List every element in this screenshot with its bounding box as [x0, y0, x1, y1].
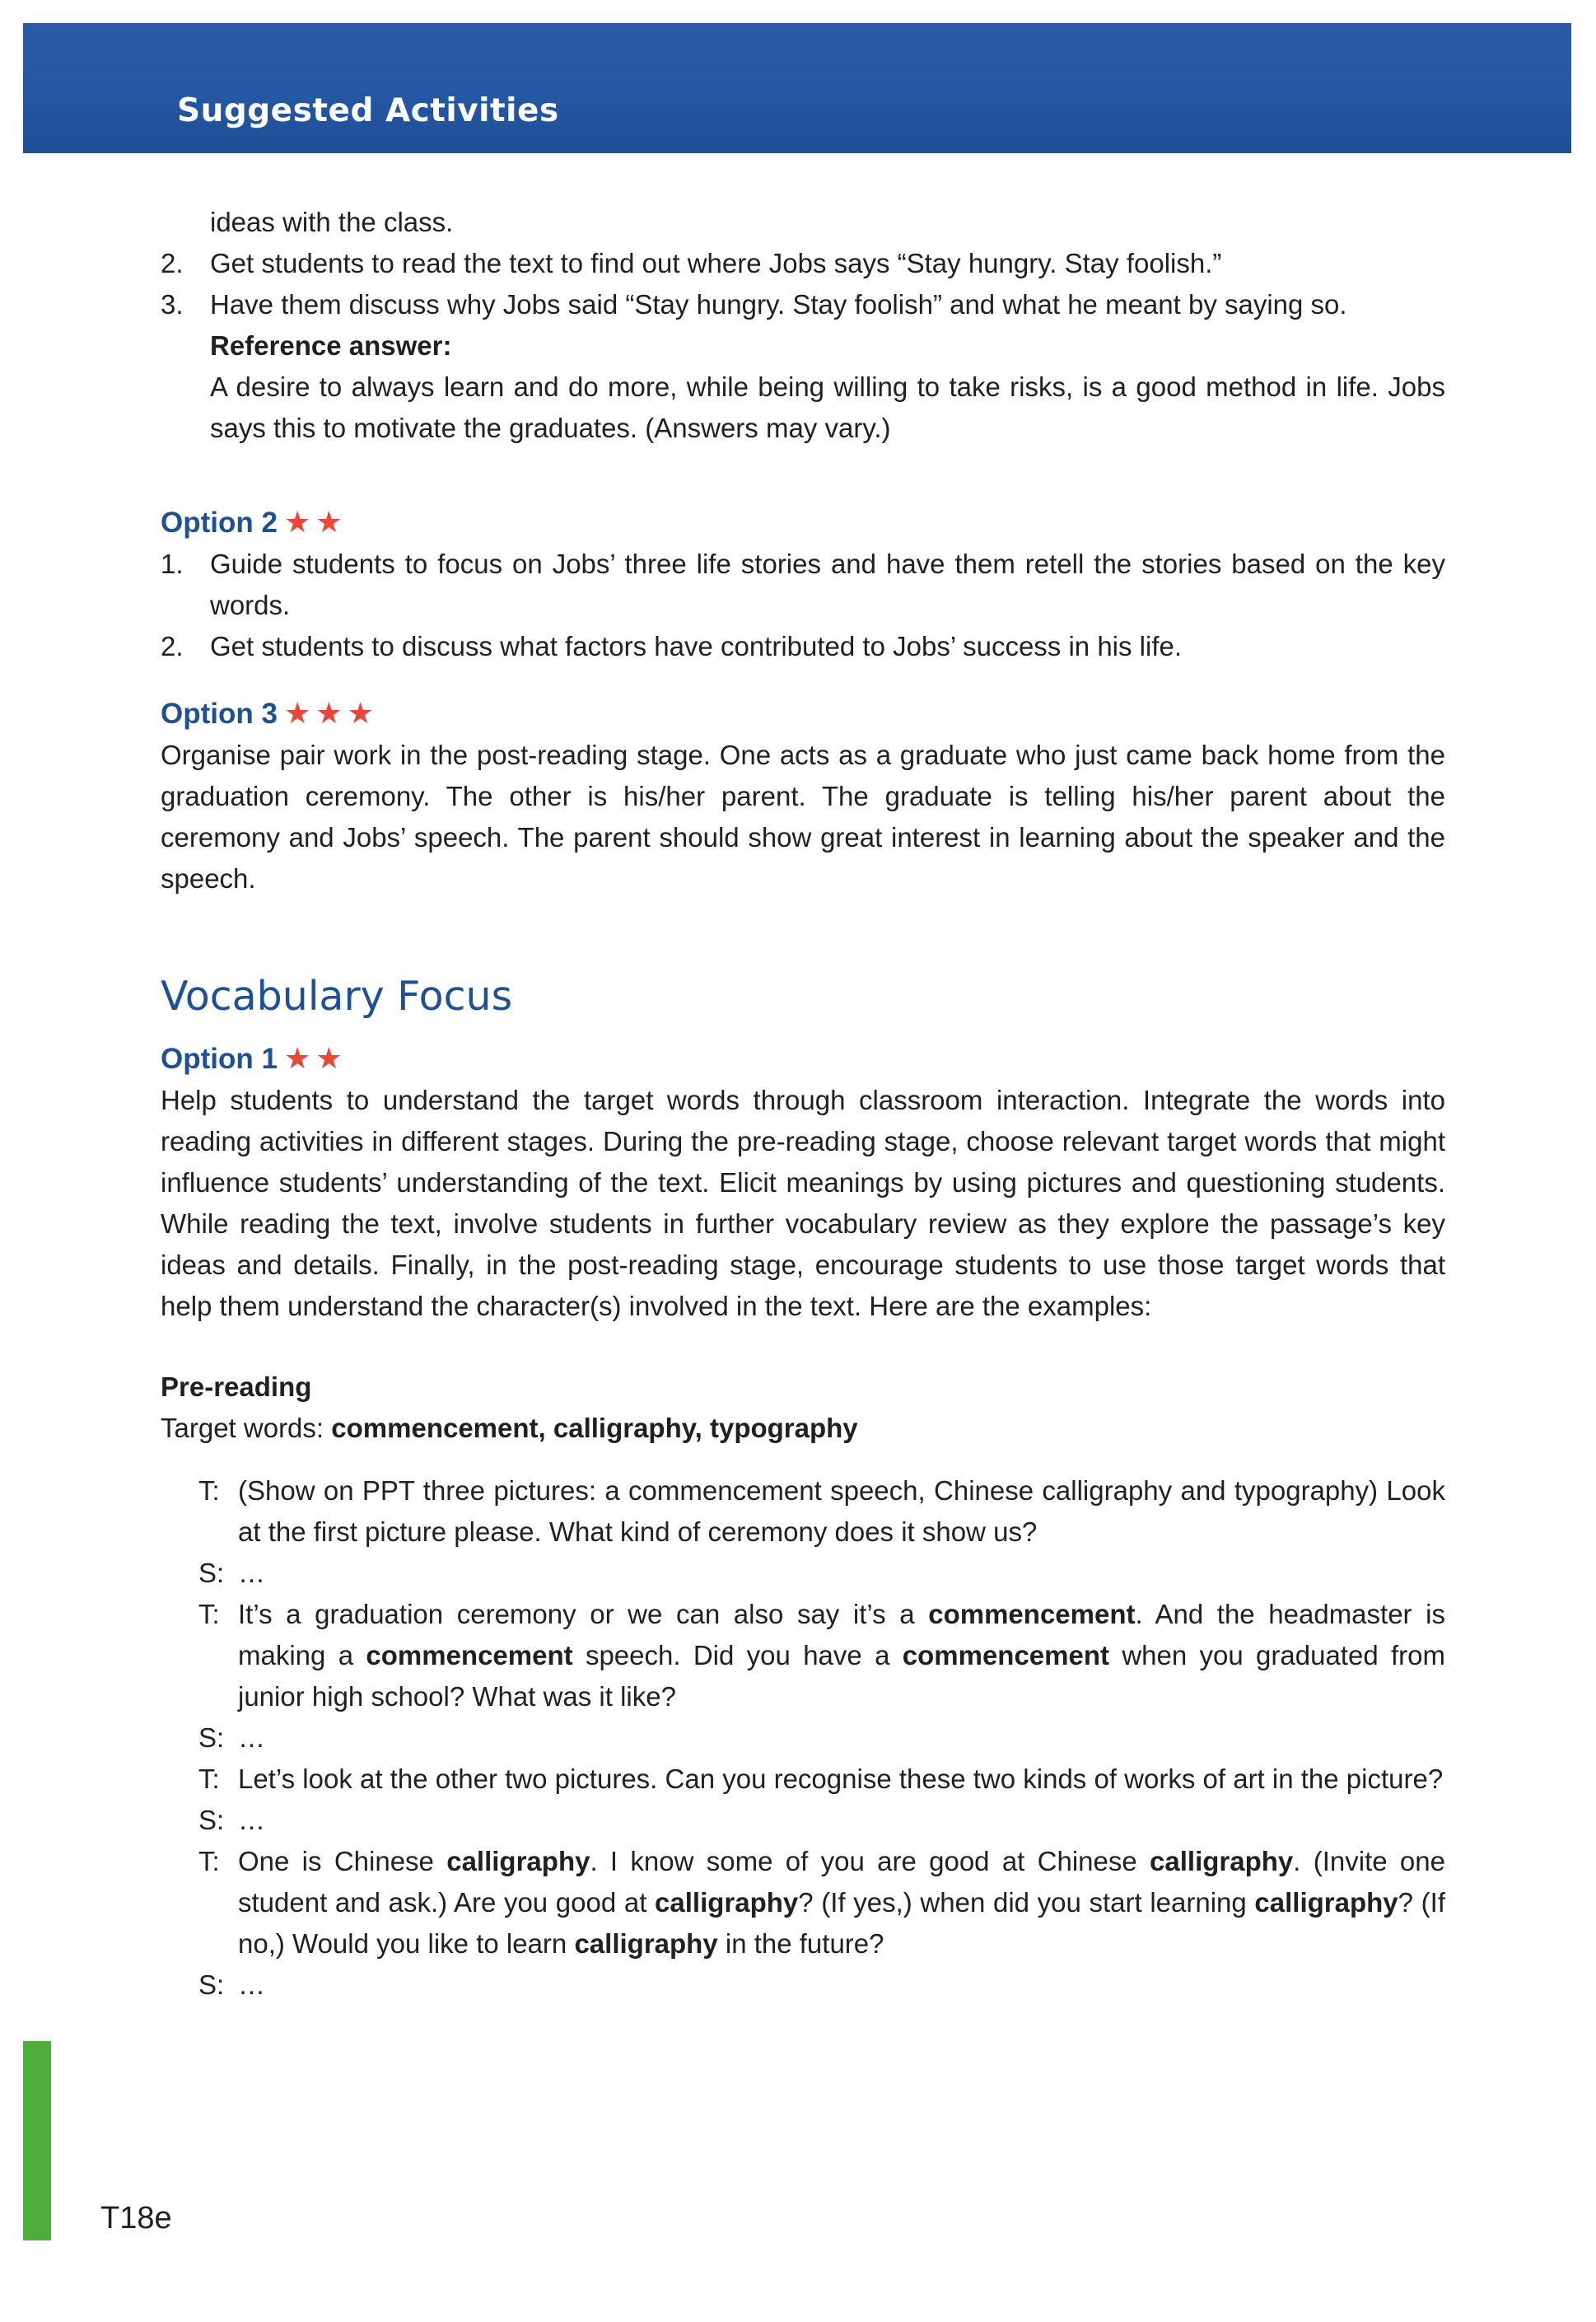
- target-words-label: Target words:: [161, 1413, 324, 1443]
- carry-over-text: ideas with the class.: [210, 207, 454, 237]
- option-3-text: Organise pair work in the post-reading stage. One acts as a graduate who just came back home from the graduation ceremony. The other is his/her parent. The graduate is telling his/her parent about the ceremony and Jobs’ speech. The parent should show great interest in learning about the speaker and the speech.: [161, 740, 1445, 894]
- dialogue: [161, 1470, 1445, 2006]
- dialogue-line: [198, 1470, 1445, 1553]
- option-3-heading: [161, 693, 1445, 735]
- reference-answer-text: A desire to always learn and do more, while being willing to take risks, is a good method in life. Jobs says this to motivate the graduates. (Answers may vary.): [210, 371, 1445, 443]
- target-word: calligraphy: [1254, 1887, 1398, 1918]
- pre-reading-heading: Pre-reading: [161, 1371, 312, 1402]
- list-item: [161, 626, 1445, 667]
- vocabulary-option-1-text: Help students to understand the target words through classroom interaction. Integrate the words into reading activities in different stages. During the pre-reading stage, choose relevant target words that might influence students’ understanding of the text. Elicit meanings by using pictures and questioning students. While reading the text, involve students in further vocabulary review as they explore the passage’s key ideas and details. Finally, in the post-reading stage, encourage students to use those target words that help them understand the character(s) involved in the text. Here are the examples:: [161, 1085, 1445, 1321]
- dialogue-text: (Show on PPT three pictures: a commencement speech, Chinese calligraphy and typography) Look at the first picture please. What kind of ceremony does it show us?: [238, 1475, 1445, 1547]
- list-number: 2.: [161, 631, 184, 661]
- dialogue-line: [198, 1717, 1445, 1759]
- dialogue-text: …: [238, 1558, 265, 1588]
- target-word: calligraphy: [655, 1887, 799, 1918]
- speaker-label: S:: [198, 1558, 225, 1588]
- dialogue-line: [198, 1841, 1445, 1965]
- dialogue-line: [198, 1553, 1445, 1594]
- speaker-label: T:: [198, 1764, 220, 1794]
- list-item: [161, 284, 1445, 325]
- list-number: 2.: [161, 248, 184, 278]
- target-word: calligraphy: [446, 1846, 590, 1876]
- list-number: 3.: [161, 289, 184, 320]
- target-words-line: [161, 1408, 1445, 1449]
- target-word: calligraphy: [1150, 1846, 1294, 1876]
- list-item: [161, 544, 1445, 626]
- target-word: calligraphy: [574, 1928, 718, 1959]
- list-number: 1.: [161, 549, 184, 579]
- dialogue-text: It’s a graduation ceremony or we can also say it’s a commencement. And the headmaster is making a commencement speech. Did you have a commencement when you graduated from junior high school? What was it like?: [238, 1599, 1445, 1712]
- speaker-label: S:: [198, 1969, 225, 2000]
- star-rating-icon: ★★: [283, 1041, 348, 1075]
- option-label: Option 2: [161, 507, 278, 539]
- reference-answer-label: Reference answer:: [210, 330, 452, 361]
- page-header-title: Suggested Activities: [177, 92, 559, 129]
- option-1-heading: [161, 1038, 1445, 1080]
- list-text: Get students to discuss what factors have contributed to Jobs’ success in his life.: [210, 631, 1183, 661]
- speaker-label: T:: [198, 1599, 220, 1629]
- target-word: commencement: [902, 1640, 1110, 1670]
- speaker-label: T:: [198, 1846, 220, 1876]
- vocabulary-focus-heading: Vocabulary Focus: [161, 973, 513, 1020]
- main-content: [161, 202, 1445, 2006]
- option-label: Option 3: [161, 698, 278, 730]
- dialogue-text: …: [238, 1969, 265, 2000]
- speaker-label: S:: [198, 1722, 225, 1753]
- dialogue-text: …: [238, 1805, 265, 1835]
- star-rating-icon: ★★★: [283, 696, 379, 730]
- speaker-label: T:: [198, 1475, 220, 1506]
- list-item: [161, 243, 1445, 284]
- dialogue-text: …: [238, 1722, 265, 1753]
- star-rating-icon: ★★: [283, 505, 348, 539]
- list-text: Have them discuss why Jobs said “Stay hungry. Stay foolish” and what he meant by saying so.: [210, 289, 1347, 320]
- option-2-heading: [161, 502, 1445, 544]
- list-text: Guide students to focus on Jobs’ three life stories and have them retell the stories based on the key words.: [210, 549, 1445, 620]
- dialogue-line: [198, 1800, 1445, 1841]
- target-words-list: commencement, calligraphy, typography: [331, 1413, 858, 1443]
- header-band: [23, 23, 1571, 153]
- dialogue-line: [198, 1594, 1445, 1717]
- side-color-bar: [23, 2041, 51, 2240]
- dialogue-text: One is Chinese calligraphy. I know some of you are good at Chinese calligraphy. (Invite one student and ask.) Are you good at calligraphy? (If yes,) when did you start learning calligraphy? (If no,) Would you like to learn calligraphy in the future?: [238, 1846, 1445, 1959]
- dialogue-line: [198, 1759, 1445, 1800]
- target-word: commencement: [928, 1599, 1136, 1629]
- target-word: commencement: [366, 1640, 573, 1670]
- list-text: Get students to read the text to find out where Jobs says “Stay hungry. Stay foolish.”: [210, 248, 1222, 278]
- page-number: T18e: [100, 2201, 172, 2236]
- speaker-label: S:: [198, 1805, 225, 1835]
- dialogue-text: Let’s look at the other two pictures. Can you recognise these two kinds of works of art in the picture?: [238, 1764, 1444, 1794]
- option-label: Option 1: [161, 1043, 278, 1075]
- dialogue-line: [198, 1965, 1445, 2006]
